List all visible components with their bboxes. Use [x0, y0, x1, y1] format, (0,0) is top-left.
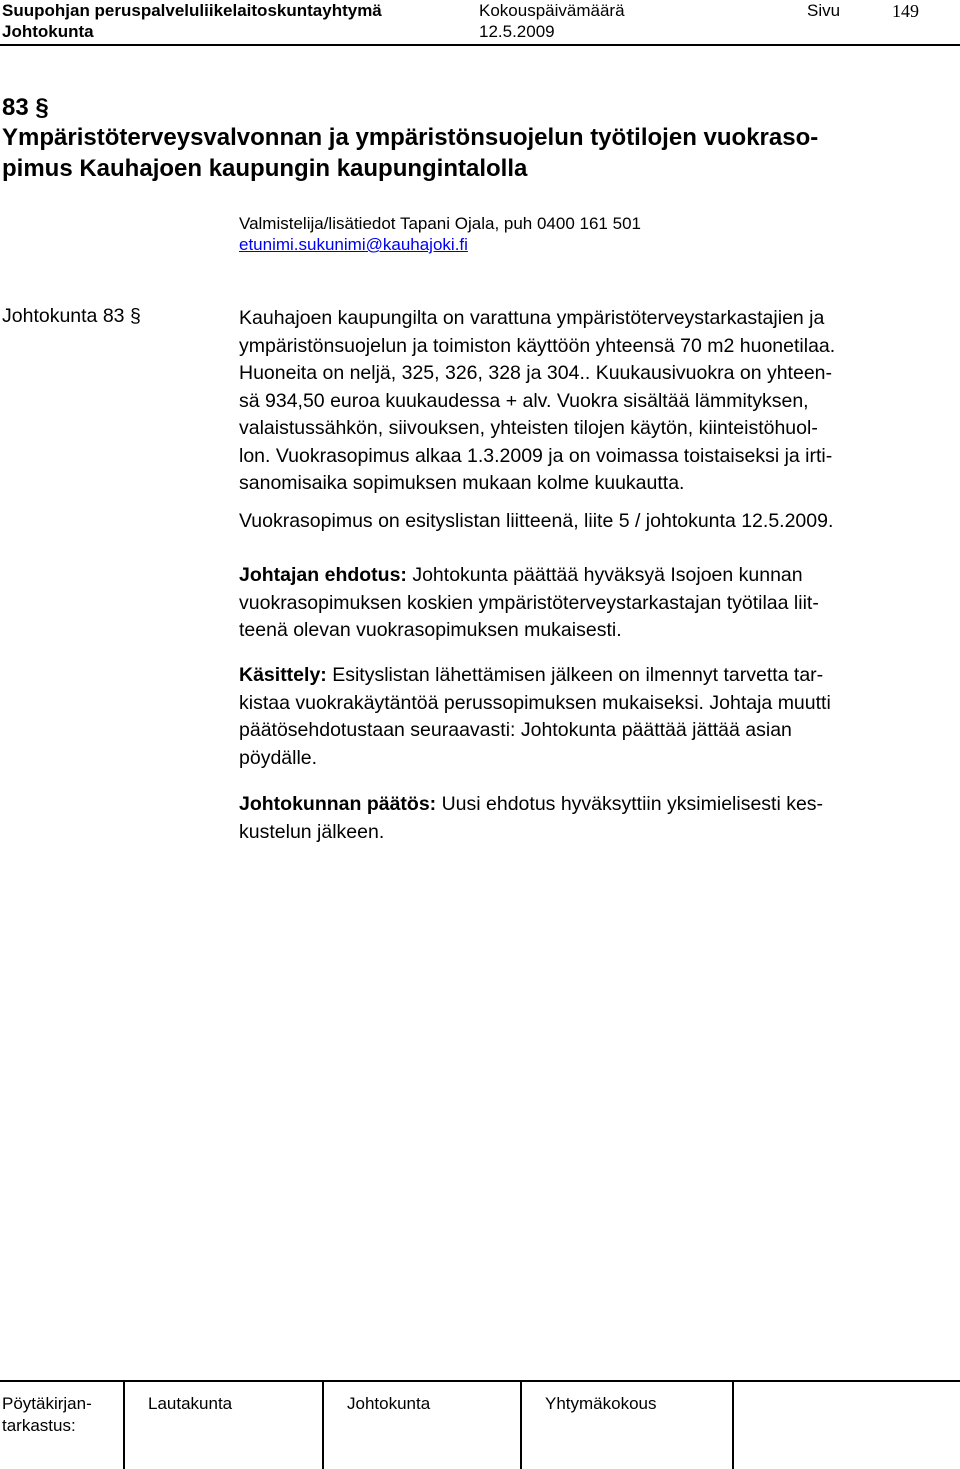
- paragraph-proposal: [239, 562, 819, 645]
- footer-col-board: Lautakunta: [148, 1394, 233, 1413]
- header-page-number: 149: [892, 1, 919, 21]
- paragraph-background: [239, 305, 835, 498]
- header-organization: Suupohjan peruspalveluliikelaitoskuntayhtymä: [2, 1, 382, 20]
- text-line: Uusi ehdotus hyväksyttiin yksimielisesti kes-: [436, 793, 824, 815]
- email-link[interactable]: etunimi.sukunimi@kauhajoki.fi: [239, 235, 468, 254]
- footer-col-federation-meeting: Yhtymäkokous: [545, 1394, 657, 1413]
- text-line: kustelun jälkeen.: [239, 820, 385, 843]
- minutes-ref-label: Johtokunta 83: [2, 305, 125, 327]
- footer-col-executive-board: Johtokunta: [347, 1394, 431, 1413]
- text-line: kistaa vuokrakäytäntöä perussopimuksen mukaiseksi. Johtaja muutti: [239, 691, 831, 714]
- handling-label: Käsittely:: [239, 664, 327, 686]
- header-page-label: Sivu: [807, 1, 841, 20]
- header-body-name: Johtokunta: [2, 22, 94, 41]
- header-date-value: 12.5.2009: [479, 22, 555, 41]
- text-line: sä 934,50 euroa kuukaudessa + alv. Vuokra sisältää lämmityksen,: [239, 389, 809, 412]
- text-line: Esityslistan lähettämisen jälkeen on ilmennyt tarvetta tar-: [326, 664, 824, 686]
- proposal-label: Johtajan ehdotus:: [239, 564, 407, 586]
- header-date-label: Kokouspäivämäärä: [479, 1, 625, 20]
- text-line: sanomisaika sopimuksen mukaan kolme kuukautta.: [239, 472, 685, 494]
- section-title-line2: pimus Kauhajoen kaupungin kaupungintalolla: [2, 155, 528, 182]
- footer-divider: [520, 1382, 522, 1469]
- paragraph-decision: [239, 791, 823, 846]
- footer-verification-line1: Pöytäkirjan-: [2, 1394, 92, 1413]
- footer-rule: [0, 1380, 960, 1382]
- text-line: ympäristönsuojelun ja toimiston käyttöön yhteensä 70 m2 huonetilaa.: [239, 334, 836, 357]
- footer-divider: [123, 1382, 125, 1469]
- text-line: vuokrasopimuksen koskien ympäristöterveystarkastajan työtilaa liit-: [239, 591, 819, 614]
- text-line: valaistussähkön, siivouksen, yhteisten tilojen käytön, kiinteistöhuol-: [239, 417, 818, 439]
- text-line: Huoneita on neljä, 325, 326, 328 ja 304.. Kuukausivuokra on yhteen-: [239, 362, 833, 384]
- text-line: teenä olevan vuokrasopimuksen mukaisesti.: [239, 619, 622, 641]
- text-line: lon. Vuokrasopimus alkaa 1.3.2009 ja on voimassa toistaiseksi ja irti-: [239, 444, 833, 467]
- section-symbol: §: [35, 94, 49, 121]
- header-rule: [0, 44, 960, 46]
- paragraph-attachment: Vuokrasopimus on esityslistan liitteenä, liite 5 / johtokunta 12.5.2009.: [239, 510, 834, 532]
- text-line: Kauhajoen kaupungilta on varattuna ympäristöterveystarkastajien ja: [239, 307, 825, 329]
- footer-divider: [732, 1382, 734, 1469]
- paragraph-handling: [239, 662, 831, 772]
- footer-divider: [322, 1382, 324, 1469]
- section-title-line1: Ympäristöterveysvalvonnan ja ympäristönsuojelun työtilojen vuokraso-: [2, 124, 819, 151]
- text-line: pöydälle.: [239, 746, 318, 769]
- footer-verification-line2: tarkastus:: [2, 1416, 76, 1435]
- preparer-info: Valmistelija/lisätiedot Tapani Ojala, puh 0400 161 501: [239, 214, 641, 233]
- footer-verification-label: [2, 1393, 92, 1437]
- text-line: Johtokunta päättää hyväksyä Isojoen kunnan: [406, 564, 803, 586]
- section-number: 83: [2, 94, 29, 121]
- text-line: päätösehdotustaan seuraavasti: Johtokunta päättää jättää asian: [239, 719, 792, 741]
- minutes-ref-symbol: §: [129, 305, 141, 327]
- section-heading: [2, 93, 49, 123]
- minutes-reference: [2, 303, 141, 331]
- decision-label: Johtokunnan päätös:: [239, 793, 437, 815]
